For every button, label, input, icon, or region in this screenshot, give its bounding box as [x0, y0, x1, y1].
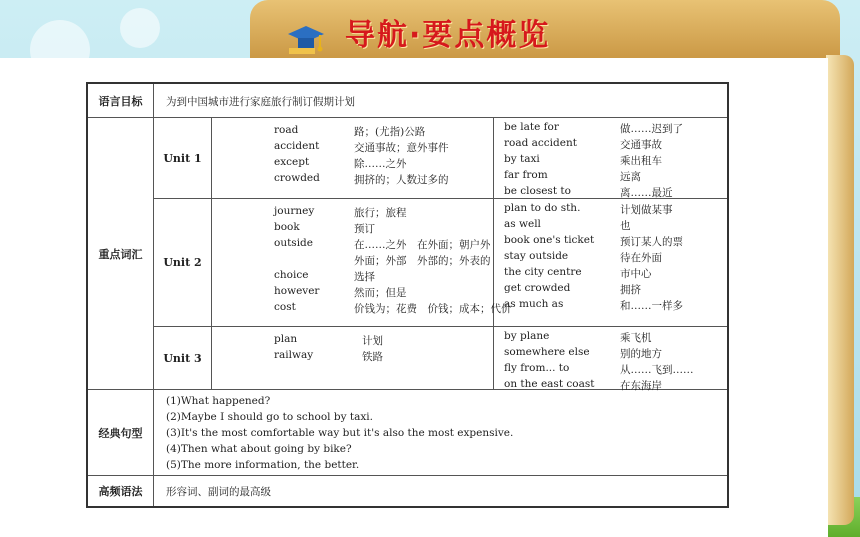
phrase-zh: 在东海岸	[620, 380, 662, 392]
phrase-en: somewhere else	[504, 346, 590, 358]
unit-1-phrases	[494, 118, 727, 199]
phrase-en: plan to do sth.	[504, 202, 581, 214]
phrase-zh: 交通事故	[620, 139, 662, 151]
word-en: railway	[274, 349, 314, 361]
phrase-zh: 乘飞机	[620, 332, 652, 344]
grammar-row	[88, 476, 727, 506]
unit-2-label: Unit 2	[154, 199, 212, 327]
phrase-zh: 和……一样多	[620, 300, 683, 312]
unit-3-phrases	[494, 327, 727, 390]
phrase-en: get crowded	[504, 282, 571, 294]
phrase-zh: 拥挤	[620, 284, 641, 296]
vocab-label: 重点词汇	[88, 118, 154, 389]
word-en: road	[274, 124, 299, 136]
phrase-en: by taxi	[504, 153, 540, 165]
phrase-zh: 别的地方	[620, 348, 662, 360]
word-zh: 旅行；旅程	[354, 207, 407, 219]
page-title: 导航·要点概览	[345, 18, 551, 53]
phrase-zh: 待在外面	[620, 252, 662, 264]
goal-label: 语言目标	[88, 84, 154, 117]
phrase-en: road accident	[504, 137, 577, 149]
phrase-zh: 预订某人的票	[620, 236, 683, 248]
phrase-zh: 从……飞到……	[620, 364, 694, 376]
phrase-en: on the east coast	[504, 378, 595, 390]
word-zh: 交通事故；意外事件	[354, 142, 449, 154]
word-zh: 拥挤的；人数过多的	[354, 174, 449, 186]
unit-1-words	[212, 118, 494, 199]
vocab-row	[88, 118, 727, 390]
phrase-en: far from	[504, 169, 548, 181]
word-en: outside	[274, 237, 313, 249]
example-sentence: (5)The more information, the better.	[166, 459, 360, 471]
phrase-zh: 也	[620, 220, 631, 232]
graduation-cap-icon	[286, 22, 326, 56]
word-zh: 除……之外	[354, 158, 407, 170]
phrase-en: as well	[504, 218, 541, 230]
example-sentence: (2)Maybe I should go to school by taxi.	[166, 411, 373, 423]
word-en: accident	[274, 140, 320, 152]
word-zh: 外面；外部 外部的；外表的	[354, 255, 491, 267]
word-zh: 价钱为；花费 价钱；成本；代价	[354, 303, 512, 315]
phrase-en: be closest to	[504, 185, 571, 197]
word-en: choice	[274, 269, 309, 281]
phrase-en: book one's ticket	[504, 234, 595, 246]
word-en: journey	[274, 205, 315, 217]
grammar-text: 形容词、副词的最高级	[166, 486, 271, 498]
word-zh: 计划	[362, 335, 383, 347]
phrase-en: be late for	[504, 121, 559, 133]
phrase-en: fly from... to	[504, 362, 570, 374]
unit-1-label: Unit 1	[154, 118, 212, 199]
phrase-zh: 离……最近	[620, 187, 673, 199]
word-zh: 然而；但是	[354, 287, 407, 299]
goal-row	[88, 84, 727, 118]
book-page-edge	[826, 55, 854, 525]
word-zh: 预订	[354, 223, 375, 235]
overview-table	[86, 82, 729, 508]
word-en: except	[274, 156, 310, 168]
phrase-zh: 市中心	[620, 268, 652, 280]
word-zh: 铁路	[362, 351, 383, 363]
example-sentence: (1)What happened?	[166, 395, 271, 407]
phrase-zh: 计划做某事	[620, 204, 673, 216]
phrase-zh: 乘出租车	[620, 155, 662, 167]
phrase-en: stay outside	[504, 250, 569, 262]
phrase-zh: 做……迟到了	[620, 123, 683, 135]
grammar-label: 高频语法	[88, 476, 154, 506]
sentences-label: 经典句型	[88, 390, 154, 475]
goal-text: 为到中国城市进行家庭旅行制订假期计划	[166, 96, 355, 108]
word-en: plan	[274, 333, 298, 345]
example-sentence: (3)It's the most comfortable way but it's also the most expensive.	[166, 427, 514, 439]
example-sentence: (4)Then what about going by bike?	[166, 443, 352, 455]
phrase-en: the city centre	[504, 266, 582, 278]
unit-2-words	[212, 199, 512, 327]
word-en: cost	[274, 301, 296, 313]
unit-3-label: Unit 3	[154, 327, 212, 390]
word-en: book	[274, 221, 300, 233]
unit-2-phrases	[494, 199, 727, 327]
sentences-row	[88, 390, 727, 476]
bokeh-light	[120, 8, 160, 48]
word-en: crowded	[274, 172, 320, 184]
phrase-en: by plane	[504, 330, 550, 342]
unit-3-words	[212, 327, 494, 390]
word-zh: 在……之外 在外面；朝户外	[354, 239, 491, 251]
phrase-en: as much as	[504, 298, 564, 310]
word-zh: 路；(尤指)公路	[354, 126, 426, 138]
word-zh: 选择	[354, 271, 375, 283]
phrase-zh: 远离	[620, 171, 641, 183]
word-en: however	[274, 285, 320, 297]
